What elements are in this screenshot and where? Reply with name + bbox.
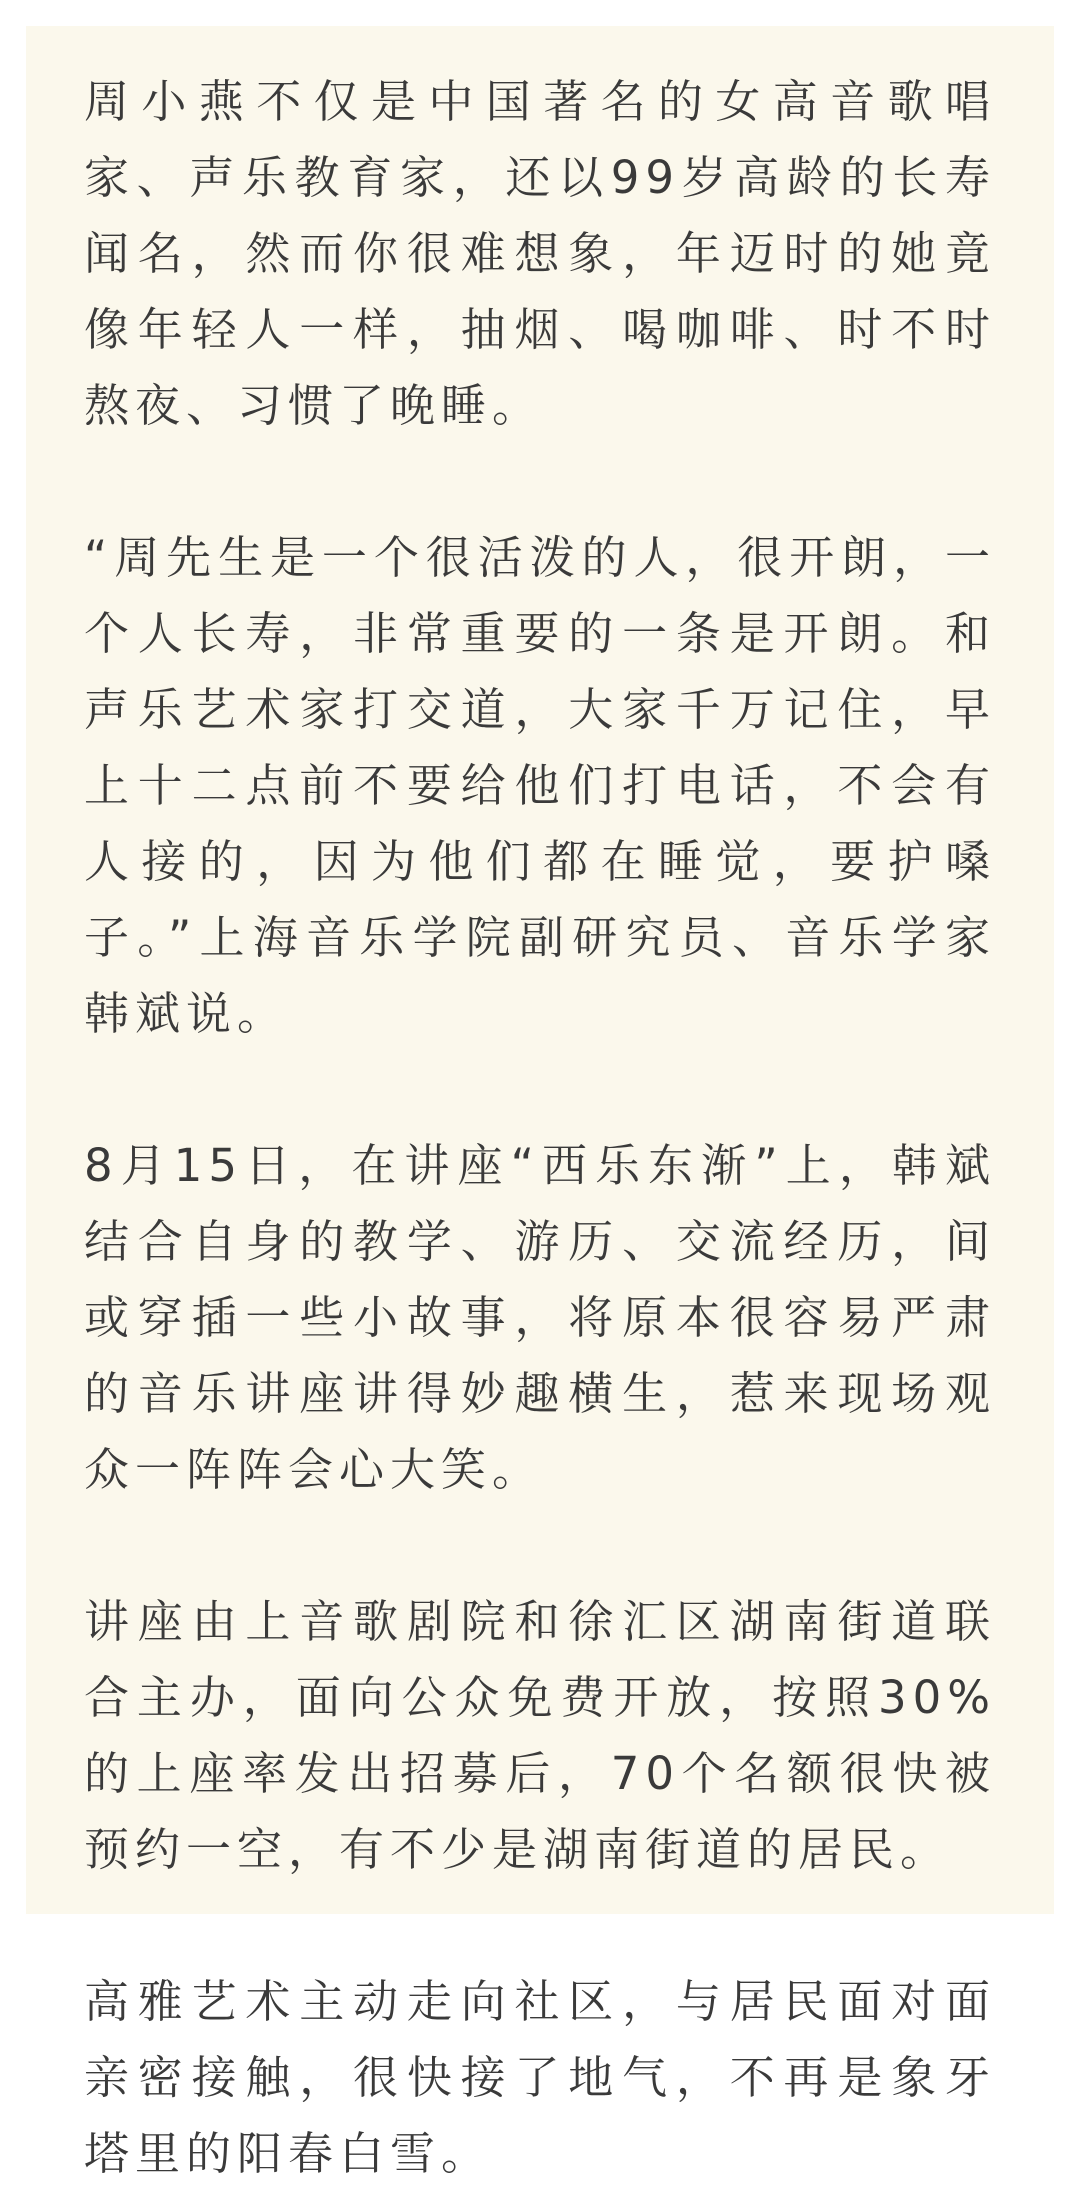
article-paragraph-5: 高雅艺术主动走向社区，与居民面对面亲密接触，很快接了地气，不再是象牙塔里的阳春白雪。	[84, 1975, 996, 2180]
article-paragraph-2: “周先生是一个很活泼的人，很开朗，一个人长寿，非常重要的一条是开朗。和声乐艺术家打交道，大家千万记住，早上十二点前不要给他们打电话，不会有人接的，因为他们都在睡觉，要护嗓子。”上海音乐学院副研究员、音乐学家韩斌说。	[84, 531, 996, 1040]
article-paragraph-3: 8月15日，在讲座“西乐东渐”上，韩斌结合自身的教学、游历、交流经历，间或穿插一些小故事，将原本很容易严肃的音乐讲座讲得妙趣横生，惹来现场观众一阵阵会心大笑。	[84, 1139, 996, 1496]
article-paragraph-1: 周小燕不仅是中国著名的女高音歌唱家、声乐教育家，还以99岁高龄的长寿闻名，然而你很难想象，年迈时的她竟像年轻人一样，抽烟、喝咖啡、时不时熬夜、习惯了晚睡。	[84, 75, 996, 432]
article-paragraph-4: 讲座由上音歌剧院和徐汇区湖南街道联合主办，面向公众免费开放，按照30%的上座率发出招募后，70个名额很快被预约一空，有不少是湖南街道的居民。	[84, 1595, 996, 1876]
article-card	[26, 26, 1054, 2180]
